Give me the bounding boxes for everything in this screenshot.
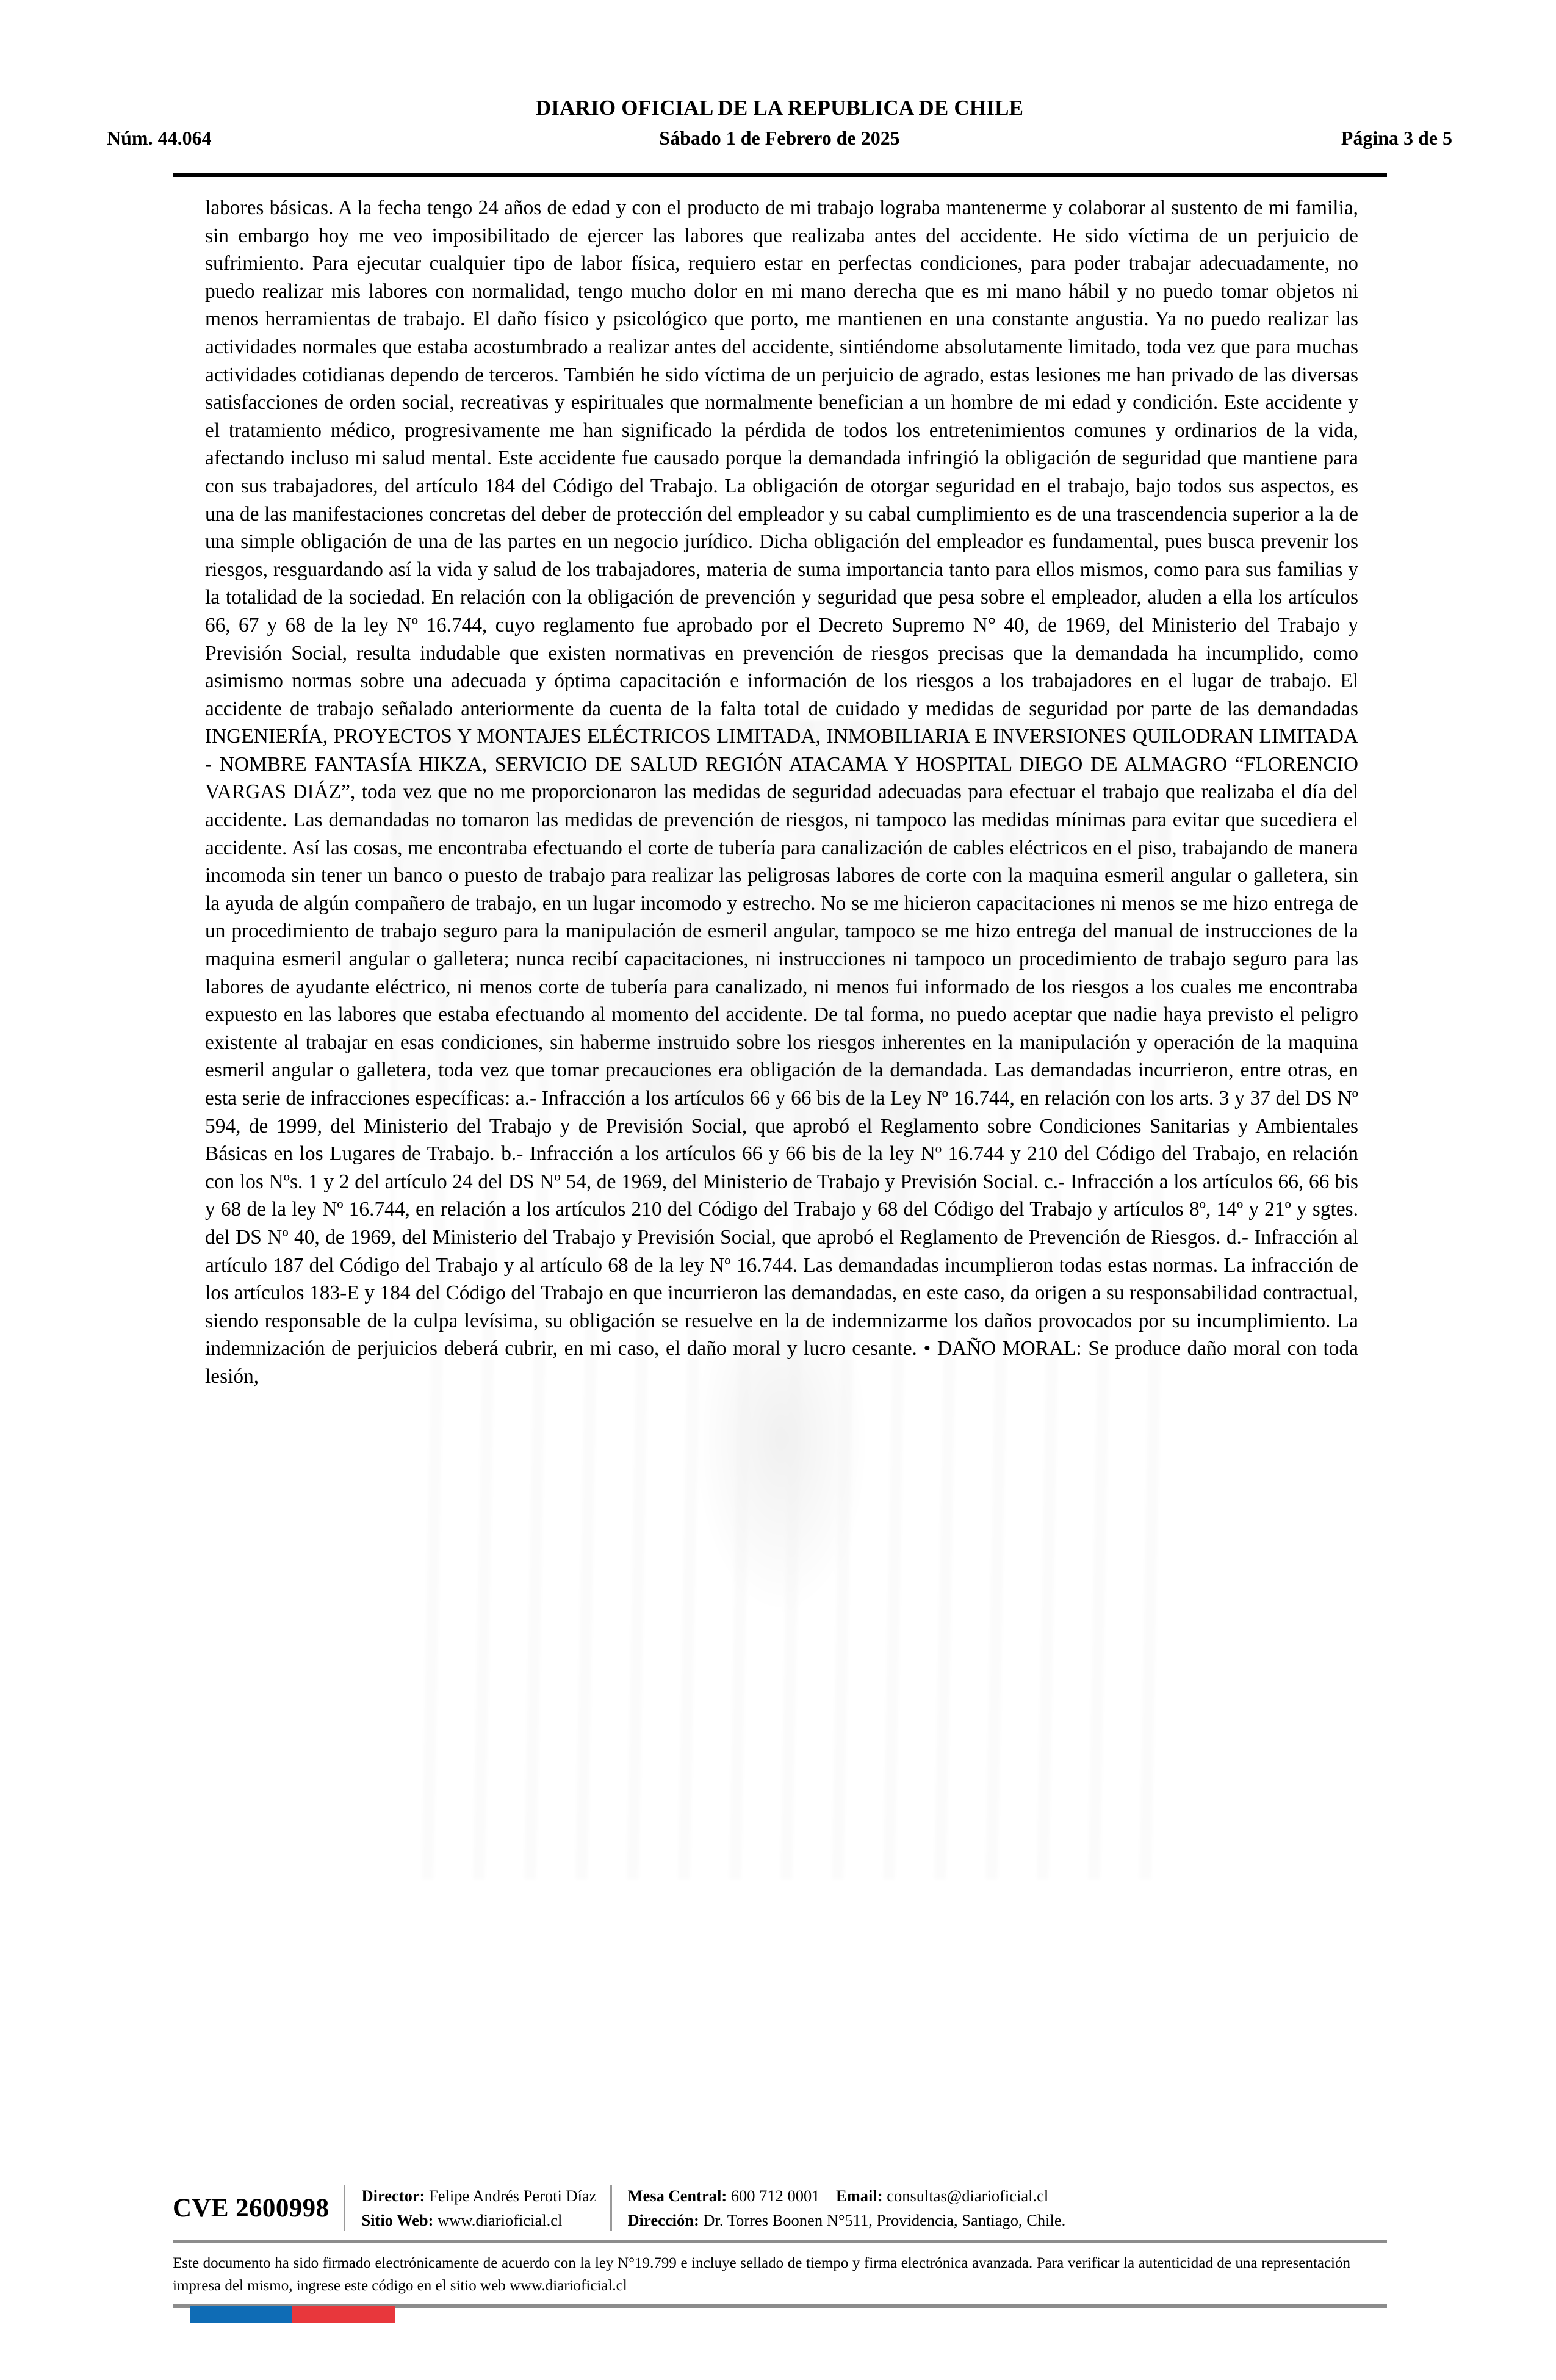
cve-code: CVE 2600998 — [173, 2193, 330, 2223]
footer-divider-rule-top — [173, 2240, 1387, 2243]
switchboard-line — [628, 2183, 1066, 2208]
footer-column-director — [361, 2183, 610, 2232]
address-label: Dirección: — [627, 2211, 699, 2229]
website-value[interactable]: www.diarioficial.cl — [438, 2211, 563, 2229]
issue-date: Sábado 1 de Febrero de 2025 — [659, 126, 900, 149]
electronic-signature-disclaimer: Este documento ha sido firmado electrónicamente de acuerdo con la ley N°19.799 e incluye sellado de tiempo y firma electrónica avanzada. Para verificar la autenticidad de una representación impresa del mismo, ingrese este código en el sitio web www.diarioficial.cl — [173, 2255, 1350, 2294]
page-footer — [173, 2183, 1387, 2323]
chile-flag-bars — [190, 2306, 395, 2323]
masthead-meta-row — [107, 127, 1452, 150]
footer-contact-block — [173, 2183, 1387, 2238]
publication-title: DIARIO OFICIAL DE LA REPUBLICA DE CHILE — [535, 96, 1024, 120]
email-label: Email: — [836, 2187, 883, 2205]
flag-bar-red — [292, 2306, 395, 2323]
director-name: Felipe Andrés Peroti Díaz — [429, 2187, 597, 2205]
footer-divider-2 — [610, 2185, 612, 2231]
document-body — [205, 194, 1358, 1391]
director-label: Director: — [361, 2187, 425, 2205]
page-indicator: Página 3 de 5 — [1341, 126, 1452, 149]
body-paragraph: labores básicas. A la fecha tengo 24 años de edad y con el producto de mi trabajo lograba mantenerme y colaborar al sustento de mi familia, sin embargo hoy me veo imposibilitado de ejercer las labores que realizaba antes del accidente. He sido víctima de un perjuicio de sufrimiento. Para ejecutar cualquier tipo de labor física, requiero estar en perfectas condiciones, para poder trabajar adecuadamente, no puedo realizar mis labores con normalidad, tengo mucho dolor en mi mano derecha que es mi mano hábil y no puedo tomar objetos ni menos herramientas de trabajo. El daño físico y psicológico que porto, me mantienen en una constante angustia. Ya no puedo realizar las actividades normales que estaba acostumbrado a realizar antes del accidente, sintiéndome absolutamente limitado, toda vez que para muchas actividades cotidianas dependo de terceros. También he sido víctima de un perjuicio de agrado, estas lesiones me han privado de las diversas satisfacciones de orden social, recreativas y espirituales que normalmente benefician a un hombre de mi edad y condición. Este accidente y el tratamiento médico, progresivamente me han significado la pérdida de todos los entretenimientos comunes y ordinarios de la vida, afectando incluso mi salud mental. Este accidente fue causado porque la demandada infringió la obligación de seguridad que mantiene para con sus trabajadores, del artículo 184 del Código del Trabajo. La obligación de otorgar seguridad en el trabajo, bajo todos sus aspectos, es una de las manifestaciones concretas del deber de protección del empleador y su cabal cumplimiento es de una trascendencia superior a la de una simple obligación de una de las partes en un negocio jurídico. Dicha obligación del empleador es fundamental, pues busca prevenir los riesgos, resguardando así la vida y salud de los trabajadores, materia de suma importancia tanto para ellos mismos, como para sus familias y la totalidad de la sociedad. En relación con la obligación de prevención y seguridad que pesa sobre el empleador, aluden a ella los artículos 66, 67 y 68 de la ley Nº 16.744, cuyo reglamento fue aprobado por el Decreto Supremo N° 40, de 1969, del Ministerio del Trabajo y Previsión Social, resulta indudable que existen normativas en prevención de riesgos precisas que la demandada ha incumplido, como asimismo normas sobre una adecuada y óptima capacitación e información de los riesgos a los trabajadores en el lugar de trabajo. El accidente de trabajo señalado anteriormente da cuenta de la falta total de cuidado y medidas de seguridad por parte de las demandadas INGENIERÍA, PROYECTOS Y MONTAJES ELÉCTRICOS LIMITADA, INMOBILIARIA E INVERSIONES QUILODRAN LIMITADA - NOMBRE FANTASÍA HIKZA, SERVICIO DE SALUD REGIÓN ATACAMA Y HOSPITAL DIEGO DE ALMAGRO “FLORENCIO VARGAS DIÁZ”, toda vez que no me proporcionaron las medidas de seguridad adecuadas para efectuar el trabajo que realizaba el día del accidente. Las demandadas no tomaron las medidas de prevención de riesgos, ni tampoco las medidas mínimas para evitar que sucediera el accidente. Así las cosas, me encontraba efectuando el corte de tubería para canalización de cables eléctricos en el piso, trabajando de manera incomoda sin tener un banco o puesto de trabajo para realizar las peligrosas labores de corte con la maquina esmeril angular o galletera, sin la ayuda de algún compañero de trabajo, en un lugar incomodo y estrecho. No se me hicieron capacitaciones ni menos se me hizo entrega de un procedimiento de trabajo seguro para la manipulación de esmeril angular, tampoco se me hizo entrega del manual de instrucciones de la maquina esmeril angular o galletera; nunca recibí capacitaciones, ni instrucciones ni tampoco un procedimiento de trabajo seguro para las labores de ayudante eléctrico, ni menos corte de tubería para canalizado, ni menos fui informado de los riesgos a los cuales me encontraba expuesto en las labores que estaba efectuando al momento del accidente. De tal forma, no puedo aceptar que nadie haya previsto el peligro existente al trabajar en esas condiciones, sin haberme instruido sobre los riesgos inherentes en la manipulación y operación de la maquina esmeril angular o galletera, toda vez que tomar precauciones era obligación de la demandada. Las demandadas incurrieron, entre otras, en esta serie de infracciones específicas: a.- Infracción a los artículos 66 y 66 bis de la Ley Nº 16.744, en relación con los arts. 3 y 37 del DS Nº 594, de 1999, del Ministerio del Trabajo y de Previsión Social, que aprobó el Reglamento sobre Condiciones Sanitarias y Ambientales Básicas en los Lugares de Trabajo. b.- Infracción a los artículos 66 y 66 bis de la ley Nº 16.744 y 210 del Código del Trabajo, en relación con los Nºs. 1 y 2 del artículo 24 del DS Nº 54, de 1969, del Ministerio de Trabajo y Previsión Social. c.- Infracción a los artículos 66, 66 bis y 68 de la ley Nº 16.744, en relación a los artículos 210 del Código del Trabajo y 68 del Código del Trabajo y artículos 8º, 14º y 21º y sgtes. del DS Nº 40, de 1969, del Ministerio del Trabajo y Previsión Social, que aprobó el Reglamento de Prevención de Riesgos. d.- Infracción al artículo 187 del Código del Trabajo y al artículo 68 de la ley Nº 16.744. Las demandadas incumplieron todas estas normas. La infracción de los artículos 183-E y 184 del Código del Trabajo en que incurrieron las demandadas, en este caso, da origen a su responsabilidad contractual, siendo responsable de la culpa levísima, su obligación se resuelve en la de indemnizarme los daños provocados por su incumplimiento. La indemnización de perjuicios deberá cubrir, en mi caso, el daño moral y lucro cesante. • DAÑO MORAL: Se produce daño moral con toda lesión, — [205, 197, 1358, 1388]
director-line — [361, 2183, 596, 2208]
issue-number: Núm. 44.064 — [107, 126, 212, 149]
website-line — [361, 2208, 596, 2232]
footer-divider-1 — [344, 2185, 345, 2231]
email-value[interactable]: consultas@diarioficial.cl — [887, 2187, 1049, 2205]
address-value: Dr. Torres Boonen N°511, Providencia, Santiago, Chile. — [703, 2211, 1066, 2229]
masthead — [107, 96, 1452, 150]
address-line — [628, 2208, 1066, 2232]
switchboard-value: 600 712 0001 — [730, 2187, 820, 2205]
switchboard-label: Mesa Central: — [627, 2187, 727, 2205]
footer-column-contact — [628, 2183, 1066, 2232]
website-label: Sitio Web: — [361, 2211, 434, 2229]
flag-bar-blue — [190, 2306, 292, 2323]
header-divider — [173, 173, 1387, 177]
